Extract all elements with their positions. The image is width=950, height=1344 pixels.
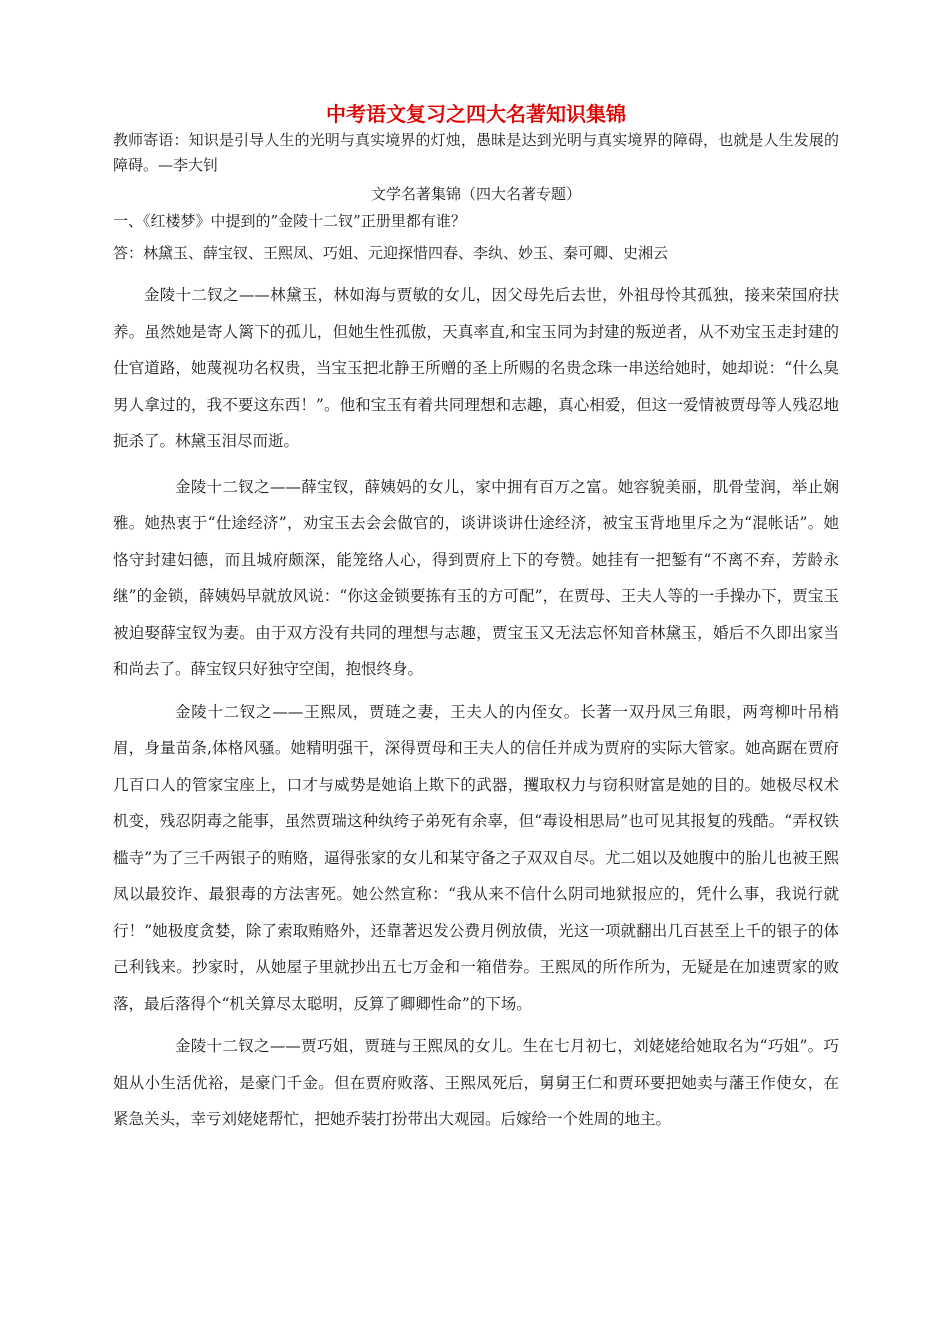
teacher-motto: 教师寄语：知识是引导人生的光明与真实境界的灯烛，愚昧是达到光明与真实境界的障碍，也就是人生发展的障碍。—李大钊 [113,131,839,174]
section-subtitle: 文学名著集锦（四大名著专题） [370,185,581,203]
paragraph-lin-daiyu: 金陵十二钗之——林黛玉，林如海与贾敏的女儿，因父母先后去世，外祖母怜其孤独，接来荣国府扶养。虽然她是寄人篱下的孤儿，但她生性孤傲，天真率直,和宝玉同为封建的叛逆者，从不劝宝玉走封建的仕官道路，她蔑视功名权贵，当宝玉把北静王所赠的圣上所赐的名贵念珠一串送给她时，她却说：“什么臭男人拿过的，我不要这东西！”。他和宝玉有着共同理想和志趣，真心相爱，但这一爱情被贾母等人残忍地扼杀了。林黛玉泪尽而逝。 [113,286,839,450]
paragraph-wang-xifeng: 金陵十二钗之——王熙凤，贾琏之妻，王夫人的内侄女。长著一双丹凤三角眼，两弯柳叶吊梢眉，身量苗条,体格风骚。她精明强干，深得贾母和王夫人的信任并成为贾府的实际大管家。她高踞在贾府几百口人的管家宝座上，口才与威势是她谄上欺下的武器，攫取权力与窃积财富是她的目的。她极尽权术机变，残忍阴毒之能事，虽然贾瑞这种纨绔子弟死有余辜，但“毒设相思局”也可见其报复的残酷。“弄权铁槛寺”为了三千两银子的贿赂，逼得张家的女儿和某守备之子双双自尽。尤二姐以及她腹中的胎儿也被王熙凤以最狡诈、最狠毒的方法害死。她公然宣称：“我从来不信什么阴司地狱报应的，凭什么事，我说行就行！”她极度贪婪，除了索取贿赂外，还靠著迟发公费月例放债，光这一项就翻出几百甚至上千的银子的体己利钱来。抄家时，从她屋子里就抄出五七万金和一箱借券。王熙凤的所作所为，无疑是在加速贾家的败落，最后落得个“机关算尽太聪明，反算了卿卿性命”的下场。 [113,702,839,1013]
question-line: 一、《红楼梦》中提到的”金陵十二钗”正册里都有谁？ [113,212,466,230]
answer-line: 答：林黛玉、薛宝钗、王熙凤、巧姐、元迎探惜四春、李纨、妙玉、秦可卿、史湘云 [113,244,669,262]
document-page [113,100,839,1138]
document-title: 中考语文复习之四大名著知识集锦 [326,102,626,126]
paragraph-xue-baochai: 金陵十二钗之——薛宝钗，薛姨妈的女儿，家中拥有百万之富。她容貌美丽，肌骨莹润，举止娴雅。她热衷于“仕途经济”，劝宝玉去会会做官的，谈讲谈讲仕途经济，被宝玉背地里斥之为“混帐话”。她恪守封建妇德，而且城府颇深，能笼络人心，得到贾府上下的夸赞。她挂有一把錾有“不离不弃，芳龄永继”的金锁，薛姨妈早就放风说：“你这金锁要拣有玉的方可配”，在贾母、王夫人等的一手操办下，贾宝玉被迫娶薛宝钗为妻。由于双方没有共同的理想与志趣，贾宝玉又无法忘怀知音林黛玉，婚后不久即出家当和尚去了。薛宝钗只好独守空闺，抱恨终身。 [113,477,839,678]
paragraph-qiaojie: 金陵十二钗之——贾巧姐，贾琏与王熙凤的女儿。生在七月初七，刘姥姥给她取名为“巧姐”。巧姐从小生活优裕，是豪门千金。但在贾府败落、王熙凤死后，舅舅王仁和贾环要把她卖与藩王作使女，在紧急关头，幸亏刘姥姥帮忙，把她乔装打扮带出大观园。后嫁给一个姓周的地主。 [113,1037,839,1128]
